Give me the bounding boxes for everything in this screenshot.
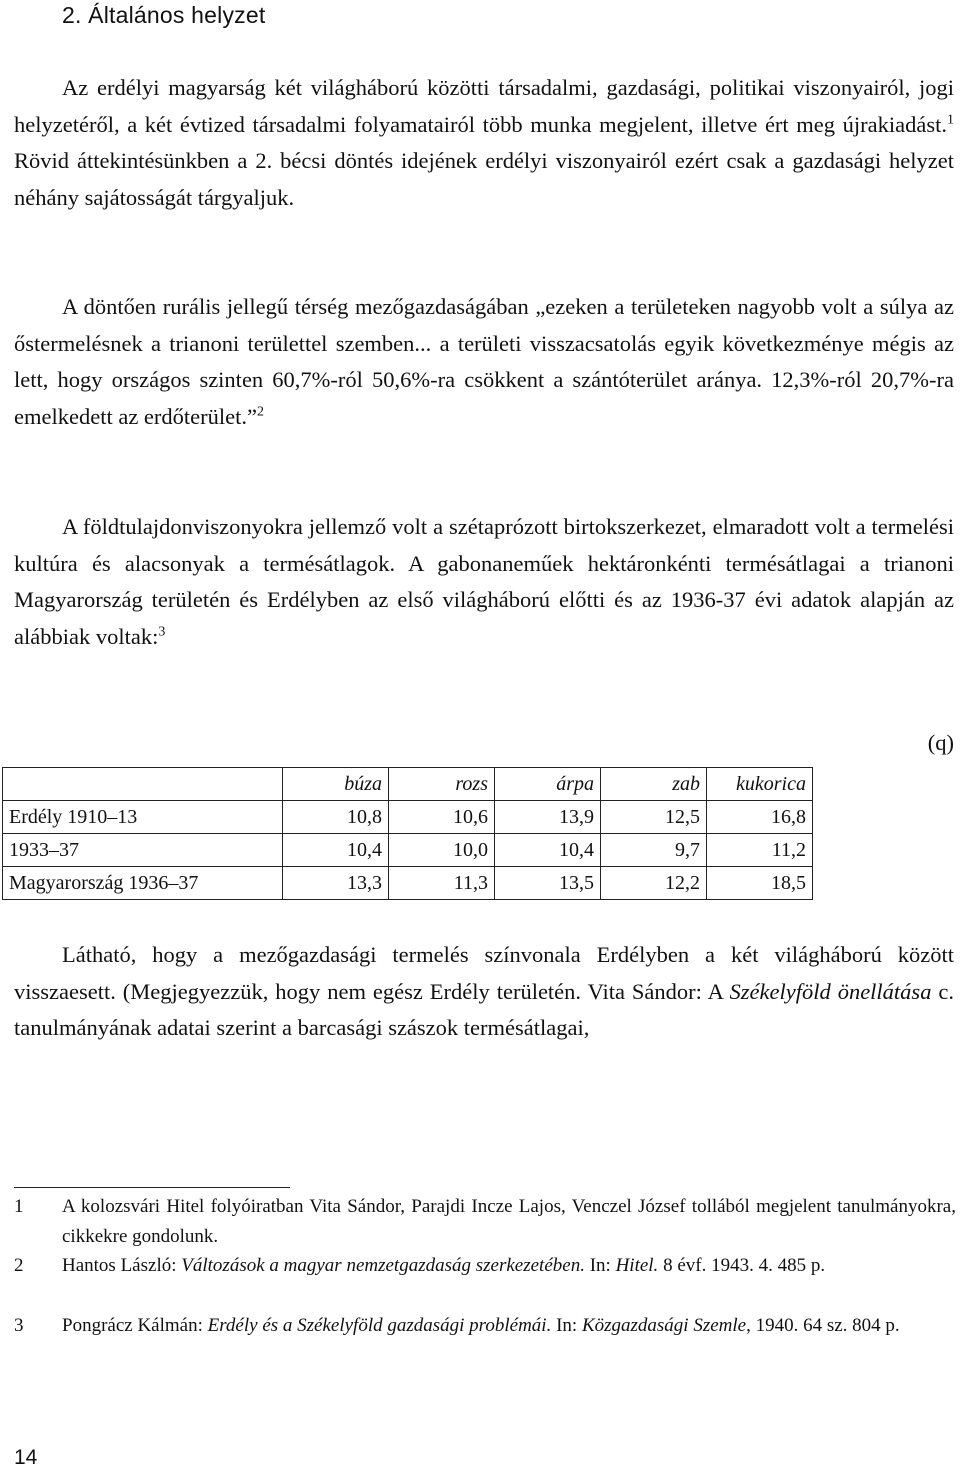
table-row xyxy=(3,834,813,867)
conclusion-text-1: Látható, hogy a mezőgazdasági termelés színvonala Erdélyben a két világháború között visszaesett. (Megjegyezzük, hogy nem egész Erdély területén. Vita Sándor: A xyxy=(14,942,954,1004)
table-header-cell xyxy=(3,768,283,801)
table-cell: 16,8 xyxy=(707,801,813,834)
table-row xyxy=(3,867,813,900)
footnote-number: 2 xyxy=(14,1255,24,1276)
quote-text: A döntően rurális jellegű térség mezőgazdaságában „ezeken a területeken nagyobb volt a súlya az őstermelésnek a trianoni területtel szemben... a területi visszacsatolás egyik következménye mégis az lett, hogy országos szinten 60,7%-ról 50,6%-ra csökkent a szántóterület aránya. 12,3%-ról 20,7%-ra emelkedett az erdőterület.” xyxy=(14,294,954,429)
book-title: Székelyföld önellátása xyxy=(729,978,932,1004)
table-cell: 13,5 xyxy=(495,867,601,900)
footnote-title: Változások a magyar nemzetgazdaság szerkezetében. xyxy=(181,1255,585,1276)
table-cell: 18,5 xyxy=(707,867,813,900)
footnote-author: Hantos László: xyxy=(62,1255,182,1276)
intro-paragraph xyxy=(14,70,954,216)
table-cell: 12,5 xyxy=(601,801,707,834)
table-header-cell: árpa xyxy=(495,768,601,801)
table-cell: 13,9 xyxy=(495,801,601,834)
property-paragraph xyxy=(14,509,954,655)
row-label: Magyarország 1936–37 xyxy=(3,867,283,900)
table-header-cell: kukorica xyxy=(707,768,813,801)
table-header-cell: búza xyxy=(283,768,389,801)
footnote-text xyxy=(62,1311,956,1341)
table-cell: 10,8 xyxy=(283,801,389,834)
footnote-divider xyxy=(14,1187,290,1188)
footnote-ref-2[interactable]: 2 xyxy=(257,404,264,419)
table-cell: 12,2 xyxy=(601,867,707,900)
table-cell: 11,3 xyxy=(389,867,495,900)
footnote-title: Erdély és a Székelyföld gazdasági problémái. xyxy=(207,1315,552,1336)
table-header-cell: zab xyxy=(601,768,707,801)
table-cell: 10,4 xyxy=(283,834,389,867)
footnote-ref-1[interactable]: 1 xyxy=(947,112,954,127)
page-number: 14 xyxy=(14,1446,38,1469)
footnote-3 xyxy=(14,1311,956,1341)
row-label: 1933–37 xyxy=(3,834,283,867)
section-heading: 2. Általános helyzet xyxy=(62,2,266,28)
footnote-number: 3 xyxy=(14,1315,24,1336)
conclusion-paragraph xyxy=(14,937,954,1047)
yield-table xyxy=(2,767,813,900)
footnote-citation: 8 évf. 1943. 4. 485 p. xyxy=(658,1255,826,1276)
footnote-2 xyxy=(14,1251,956,1281)
footnote-citation: , 1940. 64 sz. 804 p. xyxy=(746,1315,900,1336)
footnote-journal: Közgazdasági Szemle xyxy=(581,1315,747,1336)
quote-paragraph xyxy=(14,289,954,435)
property-text: A földtulajdonviszonyokra jellemző volt a szétaprózott birtokszerkezet, elmaradott volt a termelési kultúra és alacsonyak a termésátlagok. A gabonaneműek hektáronkénti termésátlagai a trianoni Magyarország területén és Erdélyben az első világháború előtti és az 1936-37 évi adatok alapján az alábbiak voltak: xyxy=(14,514,954,649)
footnote-1 xyxy=(14,1192,956,1251)
footnote-author: Pongrácz Kálmán: xyxy=(62,1315,208,1336)
table-cell: 10,4 xyxy=(495,834,601,867)
row-label: Erdély 1910–13 xyxy=(3,801,283,834)
footnote-ref-3[interactable]: 3 xyxy=(158,624,166,639)
table-cell: 10,6 xyxy=(389,801,495,834)
footnote-journal: Hitel. xyxy=(615,1255,659,1276)
table-row xyxy=(3,801,813,834)
footnote-text xyxy=(62,1251,956,1281)
table-cell: 10,0 xyxy=(389,834,495,867)
intro-text-1: Az erdélyi magyarság két világháború közötti társadalmi, gazdasági, politikai viszonyairól, jogi helyzetéről, a két évtized társadalmi folyamatairól több munka megjelent, illetve ért meg újrakiadást. xyxy=(14,75,954,137)
table-header-cell: rozs xyxy=(389,768,495,801)
table-cell: 11,2 xyxy=(707,834,813,867)
footnote-in: In: xyxy=(584,1255,616,1276)
footnote-text: A kolozsvári Hitel folyóiratban Vita Sándor, Parajdi Incze Lajos, Venczel József tollából megjelent tanulmányokra, cikkekre gondolunk. xyxy=(62,1196,956,1247)
table-unit-label: (q) xyxy=(927,730,954,755)
footnote-number: 1 xyxy=(14,1196,24,1217)
footnote-in: In: xyxy=(551,1315,582,1336)
intro-text-2: Rövid áttekintésünkben a 2. bécsi döntés idejének erdélyi viszonyairól ezért csak a gazdasági helyzet néhány sajátosságát tárgyaljuk. xyxy=(14,148,954,210)
table-cell: 9,7 xyxy=(601,834,707,867)
table-cell: 13,3 xyxy=(283,867,389,900)
table-header-row xyxy=(3,768,813,801)
conclusion-text-2: c. tanulmányának adatai szerint a barcasági szászok termésátlagai, xyxy=(14,978,955,1040)
